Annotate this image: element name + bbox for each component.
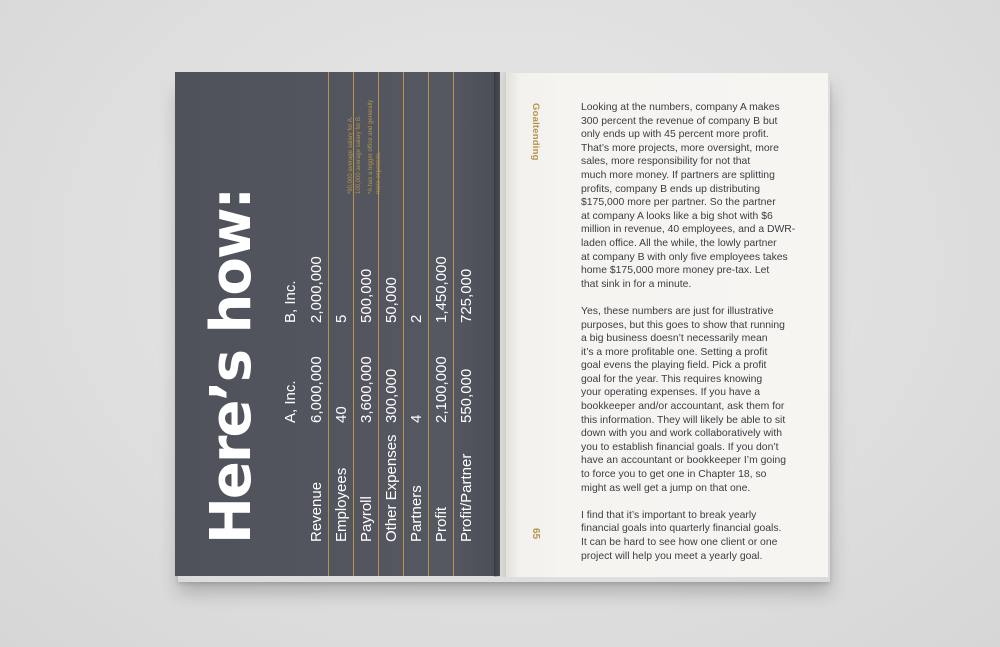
row-value-b: 50,000 <box>383 277 400 323</box>
row-value-a: 2,100,000 <box>433 356 450 423</box>
text-line: $175,000 more per partner. So the partner <box>581 197 776 209</box>
text-line: financial goals into quarterly financial goals. <box>581 523 782 535</box>
text-line: it’s a more profitable one. Setting a profit <box>581 346 768 358</box>
row-value-b: 5 <box>333 314 350 323</box>
text-line: million in revenue, 40 employees, and a DWR- <box>581 224 796 236</box>
row-label: Profit <box>433 506 450 542</box>
row-label: Revenue <box>308 481 325 542</box>
text-line: 300 percent the revenue of company B but <box>581 115 778 127</box>
row-label: Payroll <box>358 496 375 542</box>
text-line: at company A looks like a big shot with $6 <box>581 210 773 222</box>
text-line: I find that it’s important to break yearly <box>581 509 757 521</box>
table-header-b: B, Inc. <box>282 280 299 323</box>
table-row <box>454 72 478 576</box>
table-row <box>304 72 329 576</box>
text-line: laden office. All the while, the lowly partner <box>581 237 777 249</box>
book-gutter <box>494 72 506 577</box>
text-line: to force you to get one in Chapter 18, so <box>581 469 767 481</box>
row-label: Employees <box>333 467 350 542</box>
row-value-a: 300,000 <box>383 368 400 423</box>
footnote: *A has a bigger office and generally more expenses. <box>368 99 382 194</box>
text-line: that sink in for a minute. <box>581 278 692 290</box>
text-line: Looking at the numbers, company A makes <box>581 102 780 113</box>
text-line: goal for the year. This requires knowing <box>581 373 763 385</box>
text-line: this information. They will likely be able to sit <box>581 414 786 426</box>
text-line: home $175,000 more money pre-tax. Let <box>581 265 770 277</box>
text-line: purposes, but this goes to show that running <box>581 319 785 331</box>
row-label: Other Expenses <box>383 434 400 542</box>
running-head-text: Goaltending <box>530 103 541 161</box>
row-value-b: 2 <box>408 314 425 323</box>
row-value-a: 550,000 <box>458 368 475 423</box>
text-line: might as well get a jump on that one. <box>581 482 751 494</box>
body-text <box>581 101 811 577</box>
row-label: Partners <box>408 485 425 542</box>
footnotes <box>347 94 387 194</box>
row-value-a: 3,600,000 <box>358 356 375 423</box>
text-line: down with you and work collaboratively with <box>581 428 782 440</box>
paragraph <box>581 509 811 563</box>
text-line: Yes, these numbers are just for illustrative <box>581 305 774 317</box>
running-head <box>525 103 547 203</box>
page-heading: Here’s how: <box>199 188 264 544</box>
table-header-row <box>278 72 304 576</box>
page-number-text: 65 <box>530 528 541 540</box>
text-line: That’s more projects, more oversight, more <box>581 142 779 154</box>
text-line: a big business doesn’t necessarily mean <box>581 333 768 345</box>
paragraph <box>581 305 811 495</box>
row-value-a: 4 <box>408 414 425 423</box>
paragraph <box>581 101 811 291</box>
row-value-b: 1,450,000 <box>433 256 450 323</box>
row-value-b: 500,000 <box>358 268 375 323</box>
text-line: sales, more responsibility for not that <box>581 156 751 168</box>
row-value-b: 725,000 <box>458 268 475 323</box>
table-header-a: A, Inc. <box>282 380 299 423</box>
text-line: profits, company B ends up distributing <box>581 183 761 195</box>
row-label: Profit/Partner <box>458 453 475 542</box>
text-line: at company B with only five employees takes <box>581 251 788 263</box>
text-line: only ends up with 45 percent more profit. <box>581 129 769 141</box>
table-row <box>404 72 429 576</box>
text-line: have an accountant or bookkeeper I’m going <box>581 455 787 467</box>
page-number <box>525 528 547 552</box>
text-line: your operating expenses. If you have a <box>581 387 761 399</box>
text-line: It can be hard to see how one client or one <box>581 537 778 548</box>
footnote: *90,000 average salary for A. 100,000 average salary for B. <box>348 115 362 194</box>
text-line: bookkeeper and/or accountant, ask them for <box>581 401 785 413</box>
text-line: you to establish financial goals. If you don’t <box>581 441 779 453</box>
left-page <box>175 72 500 576</box>
row-value-b: 2,000,000 <box>308 256 325 323</box>
left-page-rotated-content <box>175 72 500 576</box>
row-value-a: 6,000,000 <box>308 356 325 423</box>
text-line: much more money. If partners are splitting <box>581 169 775 181</box>
text-line: goal evens the playing field. Pick a profit <box>581 360 767 372</box>
table-row <box>429 72 454 576</box>
row-value-a: 40 <box>333 406 350 423</box>
text-line: project will help you meet a yearly goal. <box>581 550 763 562</box>
